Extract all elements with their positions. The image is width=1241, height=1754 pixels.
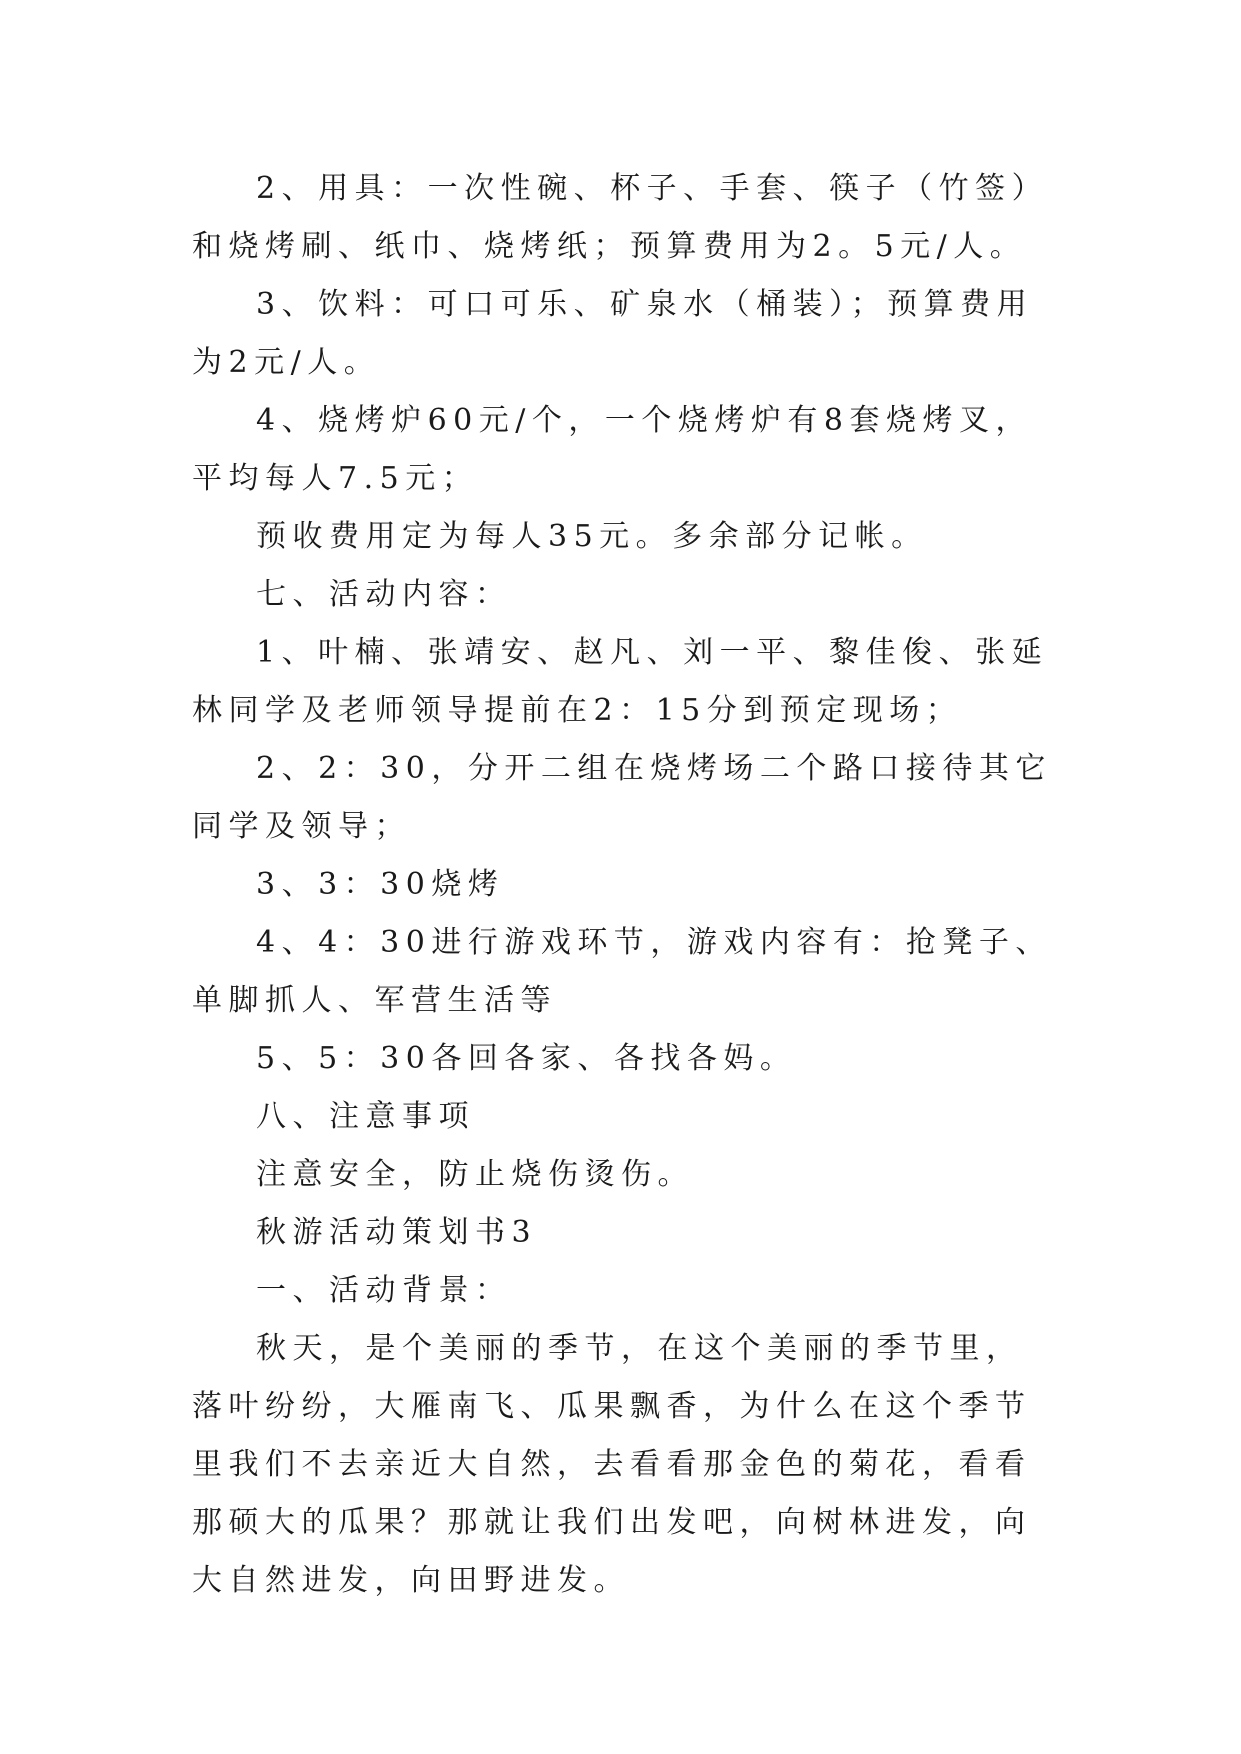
paragraph-reception: 2、2：30，分开二组在烧烤场二个路口接待其它同学及领导； [192, 751, 1052, 844]
paragraph-games: 4、4：30进行游戏环节，游戏内容有：抢凳子、单脚抓人、军营生活等 [192, 925, 1052, 1018]
paragraph-drinks: 3、饮料：可口可乐、矿泉水（桶装）；预算费用为2元/人。 [192, 287, 1034, 380]
paragraph-utensils: 2、用具：一次性碗、杯子、手套、筷子（竹签）和烧烤刷、纸巾、烧烤纸；预算费用为2。5元/人。 [192, 171, 1049, 264]
paragraph-grill: 4、烧烤炉60元/个，一个烧烤炉有8套烧烤叉，平均每人7.5元； [192, 403, 1032, 496]
document-title-3: 秋游活动策划书3 [256, 1215, 538, 1250]
paragraph-arrival: 1、叶楠、张靖安、赵凡、刘一平、黎佳俊、张延林同学及老师领导提前在2：15分到预定现场； [192, 635, 1049, 728]
paragraph-safety: 注意安全，防止烧伤烫伤。 [256, 1157, 694, 1192]
paragraph-dismiss: 5、5：30各回各家、各找各妈。 [256, 1041, 797, 1076]
paragraph-fee: 预收费用定为每人35元。多余部分记帐。 [256, 519, 928, 554]
section-heading-notes: 八、注意事项 [256, 1099, 475, 1134]
paragraph-barbecue: 3、3：30烧烤 [256, 867, 505, 902]
document-body [192, 160, 1052, 1610]
paragraph-autumn: 秋天，是个美丽的季节，在这个美丽的季节里，落叶纷纷，大雁南飞、瓜果飘香，为什么在这个季节里我们不去亲近大自然，去看看那金色的菊花，看看那硕大的瓜果？那就让我们出发吧，向树林进发，向大自然进发，向田野进发。 [192, 1331, 1032, 1598]
section-heading-activity-content: 七、活动内容： [256, 577, 512, 612]
section-heading-background: 一、活动背景： [256, 1273, 512, 1308]
